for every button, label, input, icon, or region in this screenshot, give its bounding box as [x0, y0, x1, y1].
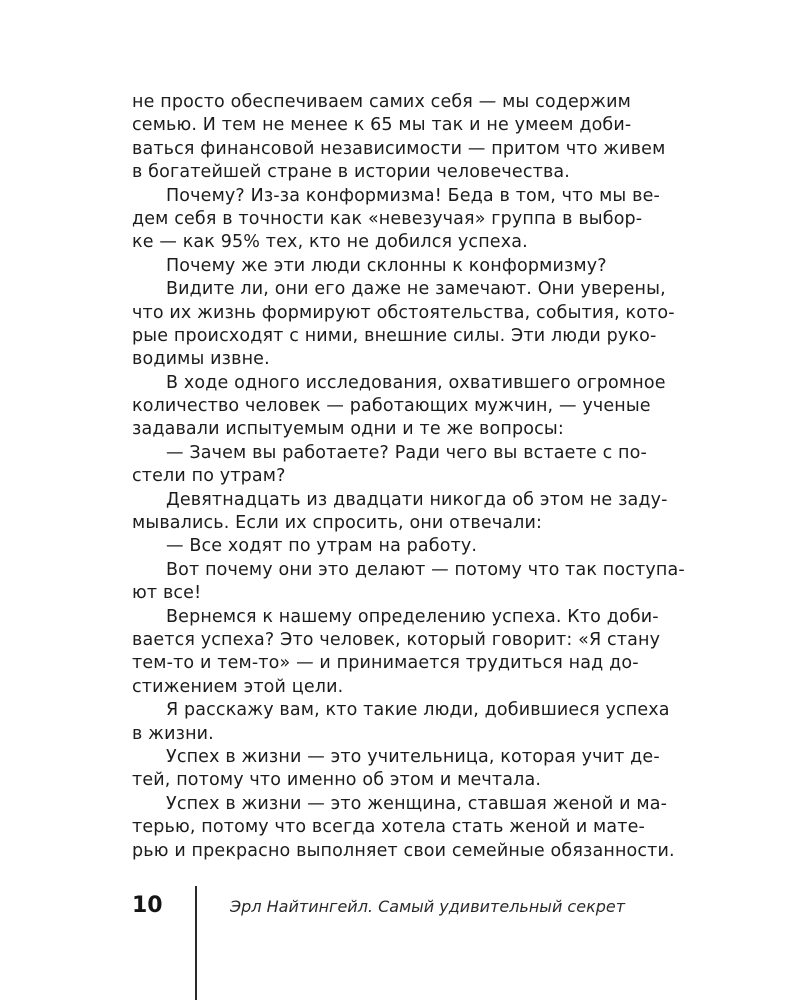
text-line: терью, потому что всегда хотела стать женой и мате- — [132, 817, 646, 838]
text-line: вается успеха? Это человек, который говорит: «Я стану — [132, 629, 661, 650]
paragraph — [132, 185, 700, 255]
text-line: стижением этой цели. — [132, 676, 344, 697]
text-line: — Все ходят по утрам на работу. — [166, 536, 478, 557]
text-line: тей, потому что именно об этом и мечтала. — [132, 770, 542, 791]
paragraph — [132, 535, 700, 558]
text-line: рые происходят с ними, внешние силы. Эти люди руко- — [132, 325, 657, 346]
paragraph — [132, 699, 700, 746]
text-line: что их жизнь формируют обстоятельства, события, кото- — [132, 302, 675, 323]
footer-divider — [195, 886, 197, 1000]
text-line: задавали испытуемым одни и те же вопросы: — [132, 419, 564, 440]
page-footer — [0, 886, 800, 1000]
text-line: стели по утрам? — [132, 466, 286, 487]
text-line: в богатейшей стране в истории человечества. — [132, 162, 571, 183]
text-line: ке — как 95% тех, кто не добился успеха. — [132, 232, 528, 253]
text-line: — Зачем вы работаете? Ради чего вы встаете с по- — [166, 442, 647, 463]
text-line: мывались. Если их спросить, они отвечали: — [132, 513, 543, 534]
paragraph — [132, 255, 700, 278]
page-number: 10 — [132, 893, 163, 918]
text-line: рью и прекрасно выполняет свои семейные обязанности. — [132, 840, 675, 861]
paragraph — [132, 559, 700, 606]
text-line: ют все! — [132, 583, 202, 604]
text-line: Почему же эти люди склонны к конформизму? — [166, 255, 607, 276]
paragraph — [132, 793, 700, 863]
text-line: Вернемся к нашему определению успеха. Кто доби- — [166, 606, 659, 627]
text-line: В ходе одного исследования, охватившего огромное — [166, 372, 666, 393]
text-line: семью. И тем не менее к 65 мы так и не умеем доби- — [132, 115, 632, 136]
text-line: Успех в жизни — это женщина, ставшая женой и ма- — [166, 793, 668, 814]
paragraph — [132, 91, 700, 185]
paragraph — [132, 606, 700, 700]
text-line: Почему? Из-за конформизма! Беда в том, что мы ве- — [166, 185, 660, 206]
text-line: Видите ли, они его даже не замечают. Они уверены, — [166, 279, 666, 300]
text-line: Вот почему они это делают — потому что так поступа- — [166, 559, 685, 580]
text-line: Успех в жизни — это учительница, которая учит де- — [166, 746, 660, 767]
text-line: водимы извне. — [132, 349, 270, 370]
running-title: Эрл Найтингейл. Самый удивительный секрет — [230, 897, 626, 916]
text-line: дем себя в точности как «невезучая» группа в выбор- — [132, 208, 643, 229]
paragraph — [132, 746, 700, 793]
text-line: Я расскажу вам, кто такие люди, добившиеся успеха — [166, 700, 670, 721]
paragraph — [132, 489, 700, 536]
text-line: тем-то и тем-то» — и принимается трудиться над до- — [132, 653, 639, 674]
text-line: ваться финансовой независимости — притом что живем — [132, 138, 666, 159]
text-line: количество человек — работающих мужчин, — ученые — [132, 396, 651, 417]
text-line: в жизни. — [132, 723, 214, 744]
paragraph — [132, 442, 700, 489]
paragraph — [132, 372, 700, 442]
text-line: не просто обеспечиваем самих себя — мы содержим — [132, 92, 631, 112]
text-line: Девятнадцать из двадцати никогда об этом не заду- — [166, 489, 668, 510]
paragraph — [132, 278, 700, 372]
body-text — [132, 91, 700, 863]
